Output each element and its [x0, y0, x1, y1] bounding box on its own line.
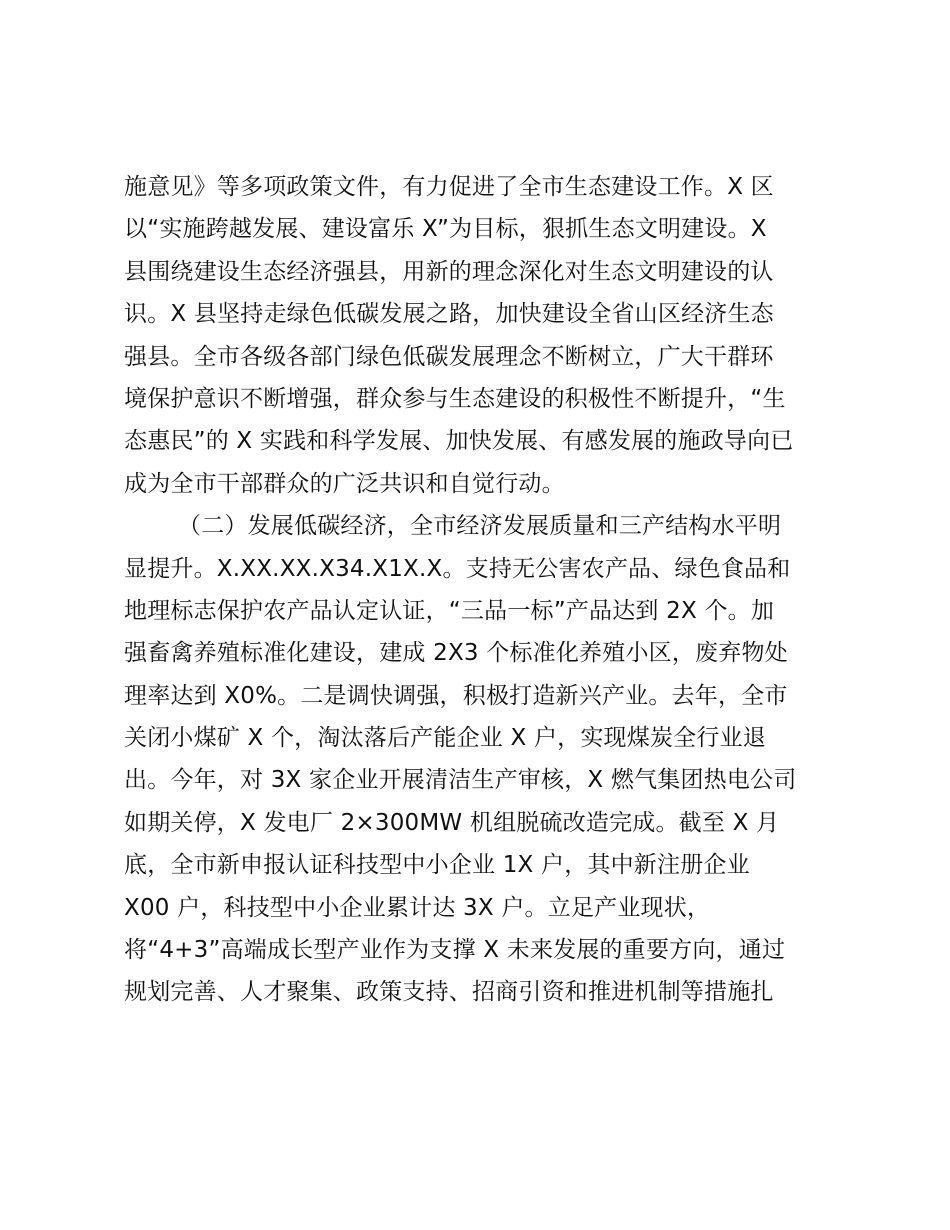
- text-line: 成为全市干部群众的广泛共识和自觉行动。: [124, 470, 565, 497]
- text-line: 强畜禽养殖标准化建设，建成 2X3 个标准化养殖小区，废弃物处: [124, 640, 788, 667]
- text-line: 县围绕建设生态经济强县，用新的理念深化对生态文明建设的认: [124, 258, 774, 285]
- text-line: 施意见》等多项政策文件，有力促进了全市生态建设工作。X 区: [124, 174, 774, 200]
- text-line: 理率达到 X0%。二是调快调强，积极打造新兴产业。去年，全市: [124, 682, 788, 709]
- text-line: 态惠民”的 X 实践和科学发展、加快发展、有感发展的施政导向已: [124, 428, 794, 455]
- text-line: X00 户，科技型中小企业累计达 3X 户。立足产业现状，: [124, 894, 711, 921]
- text-line: 显提升。X.XX.XX.X34.X1X.X。支持无公害农产品、绿色食品和: [124, 555, 791, 582]
- text-line: 如期关停，X 发电厂 2×300MW 机组脱硫改造完成。截至 X 月: [124, 809, 780, 836]
- text-line: 关闭小煤矿 X 个，淘汰落后产能企业 X 户，实现煤炭全行业退: [124, 725, 766, 752]
- section-heading-line: （二）发展低碳经济，全市经济发展质量和三产结构水平明: [178, 513, 782, 540]
- text-line: 将“4+3”高端成长型产业作为支撑 X 未来发展的重要方向，通过: [124, 937, 786, 964]
- text-line: 强县。全市各级各部门绿色低碳发展理念不断树立，广大干群环: [124, 343, 774, 370]
- text-line: 境保护意识不断增强，群众参与生态建设的积极性不断提升，“生: [124, 385, 786, 412]
- text-line: 规划完善、人才聚集、政策支持、招商引资和推进机制等措施扎: [124, 979, 774, 1006]
- text-line: 地理标志保护农产品认定认证，“三品一标”产品达到 2X 个。加: [124, 597, 775, 624]
- body-text: [124, 166, 844, 1014]
- text-line: 识。X 县坚持走绿色低碳发展之路，加快建设全省山区经济生态: [124, 301, 774, 328]
- text-line: 出。今年，对 3X 家企业开展清洁生产审核，X 燃气集团热电公司: [124, 767, 797, 794]
- text-line: 以“实施跨越发展、建设富乐 X”为目标，狠抓生态文明建设。X: [124, 216, 767, 243]
- text-line: 底，全市新申报认证科技型中小企业 1X 户，其中新注册企业: [124, 852, 750, 879]
